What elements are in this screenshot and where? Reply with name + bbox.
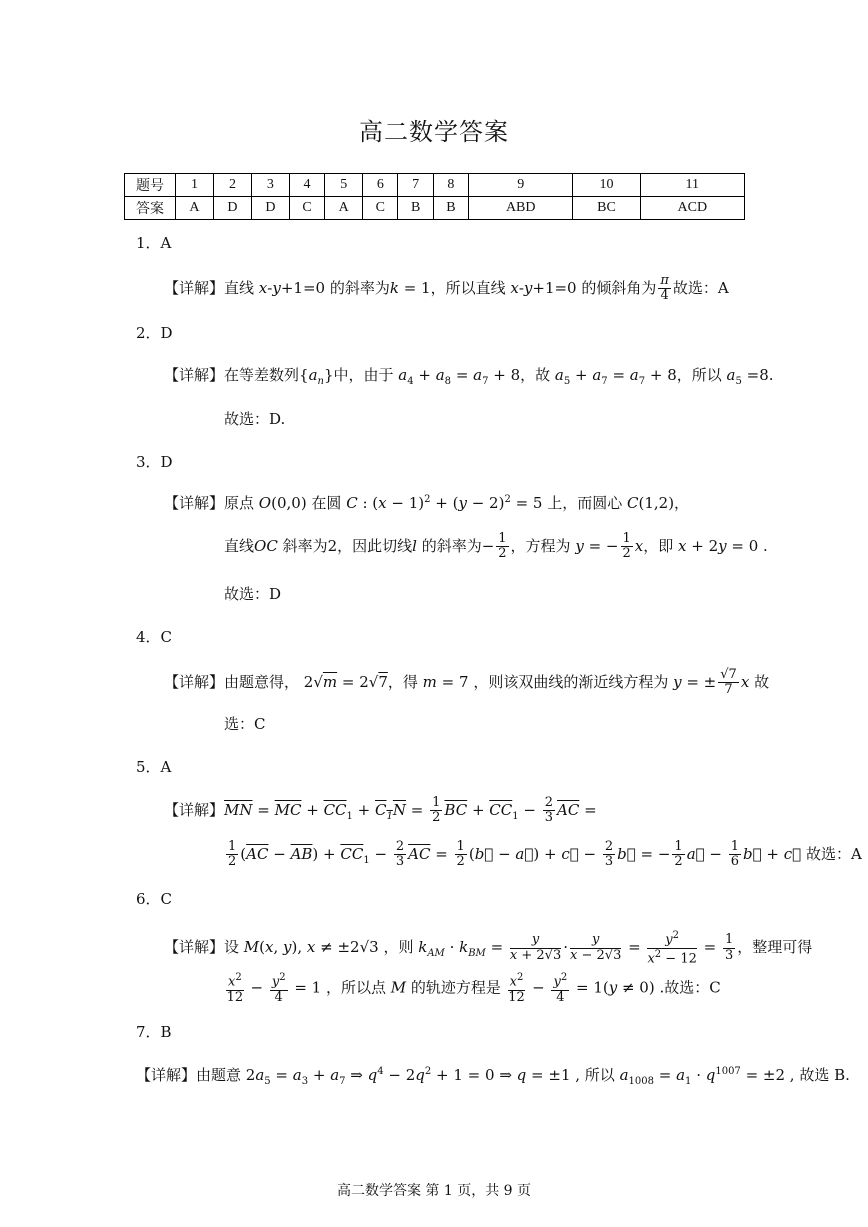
table-cell: D: [251, 197, 289, 220]
table-cell: 3: [251, 174, 289, 197]
table-cell: BC: [573, 197, 640, 220]
solution-line: 【详解】设 M(x, y), x ≠ ±2√3 ，则 $k_{AM} \cdot k_{BM}$ = $\frac{y}{x + 2√3}$ · $\frac{y}{x - 2√3}$ = $\frac{y^2}{x^2 - 12}$ = $\frac{1}{3}$ ，整理可得: [164, 930, 813, 966]
question-heading: 2．D: [136, 324, 173, 342]
solution-line: 【详解】在等差数列$\{a_n\}$中，由于 $a_4 + a_8 = a_7 + 8$，故 $a_5 + a_7 = a_7 + 8$，所以 $a_5 =8$.: [164, 366, 774, 387]
solution-line: $\frac{x^2}{12}$ − $\frac{y^2}{4}$ = 1 ，所以点 M 的轨迹方程是 $\frac{x^2}{12}$ − $\frac{y^2}{4}$ = 1(y ≠ 0) .故选：C: [226, 972, 721, 1005]
page-title: 高二数学答案: [359, 118, 509, 146]
table-header-cell: 答案: [125, 197, 176, 220]
solution-tag: 【详解】: [164, 800, 225, 819]
table-cell: A: [176, 197, 214, 220]
table-row-numbers: [125, 174, 745, 197]
table-cell: B: [433, 197, 468, 220]
solution-line: 直线OC 斜率为2，因此切线l 的斜率为− $\frac{1}{2}$ ，方程为 y = − $\frac{1}{2}$ x，即 x + 2y = 0 .: [224, 531, 768, 562]
solution-line: 故选：D: [224, 585, 282, 603]
table-row-answers: [125, 197, 745, 220]
solution-tag: 【详解】: [136, 1066, 197, 1084]
table-cell: 6: [363, 174, 398, 197]
table-header-cell: 题号: [125, 174, 176, 197]
question-heading: 4．C: [136, 628, 173, 646]
solution-line: 【详解】由题意 $2a_5 = a_3 + a_7$ ⇒ $q^4 - 2q^2 + 1 = 0$ ⇒ q = ±1 , 所以 $a_{1008} = a_1 \cdot q^{1007} = \pm 2$ , 故选 B.: [136, 1066, 850, 1087]
answer-table: [124, 173, 745, 220]
solution-line: 【详解】直线 x-y+1=0 的斜率为k = 1，所以直线 x-y+1=0 的倾斜角为 $\frac{\pi}{4}$ 故选：A: [164, 273, 729, 304]
table-cell: 7: [398, 174, 433, 197]
solution-line: 选：C: [224, 715, 266, 733]
table-cell: 1: [176, 174, 214, 197]
table-cell: 5: [325, 174, 363, 197]
solution-tag: 【详解】: [164, 494, 225, 512]
question-heading: 3．D: [136, 453, 173, 471]
table-cell: 9: [469, 174, 573, 197]
solution-line: 【详解】$\overline{MN} = \overline{MC} + \overline{CC}_1 + C_1N$ = $\frac{1}{2}$ $\overline{BC} + \overline{CC}_1$ − $\frac{2}{3}$ $\overline{AC}$ =: [164, 795, 597, 826]
question-heading: 1．A: [136, 234, 172, 252]
page-footer: 高二数学答案 第 1 页，共 9 页: [336, 1183, 532, 1199]
table-cell: ABD: [469, 197, 573, 220]
solution-tag: 【详解】: [164, 672, 225, 691]
solution-line: $\frac{1}{2}$ $(\overline{AC} - \overline{AB}) + \overline{CC}_1$ − $\frac{2}{3}$ $\overline{AC}$ = $\frac{1}{2}$ (b⃗ − a⃗) + c⃗ − $\frac{2}{3}$ b⃗ = − $\frac{1}{2}$ a⃗ − $\frac{1}{6}$ b⃗ + c⃗ 故选：A: [228, 839, 862, 870]
table-cell: ACD: [640, 197, 744, 220]
table-cell: D: [213, 197, 251, 220]
table-cell: 11: [640, 174, 744, 197]
table-cell: C: [289, 197, 324, 220]
solution-line: 故选：D.: [224, 410, 286, 428]
question-heading: 7．B: [136, 1023, 172, 1041]
table-cell: 10: [573, 174, 640, 197]
solution-line: 【详解】由题意得， 2√m = 2√7，得 m = 7 ，则该双曲线的渐近线方程为 y = ± $\frac{√7}{7}$ x 故: [164, 667, 770, 698]
table-cell: B: [398, 197, 433, 220]
question-heading: 6．C: [136, 890, 173, 908]
table-cell: A: [325, 197, 363, 220]
table-cell: 8: [433, 174, 468, 197]
table-cell: 2: [213, 174, 251, 197]
solution-tag: 【详解】: [164, 366, 225, 384]
solution-tag: 【详解】: [164, 938, 225, 957]
solution-tag: 【详解】: [164, 278, 225, 297]
table-cell: C: [363, 197, 398, 220]
table-cell: 4: [289, 174, 324, 197]
solution-line: 【详解】原点 O(0,0) 在圆 C : $(x - 1)^2 + (y - 2)^2 = 5$ 上，而圆心 C(1,2)，: [164, 494, 690, 512]
question-heading: 5．A: [136, 758, 172, 776]
